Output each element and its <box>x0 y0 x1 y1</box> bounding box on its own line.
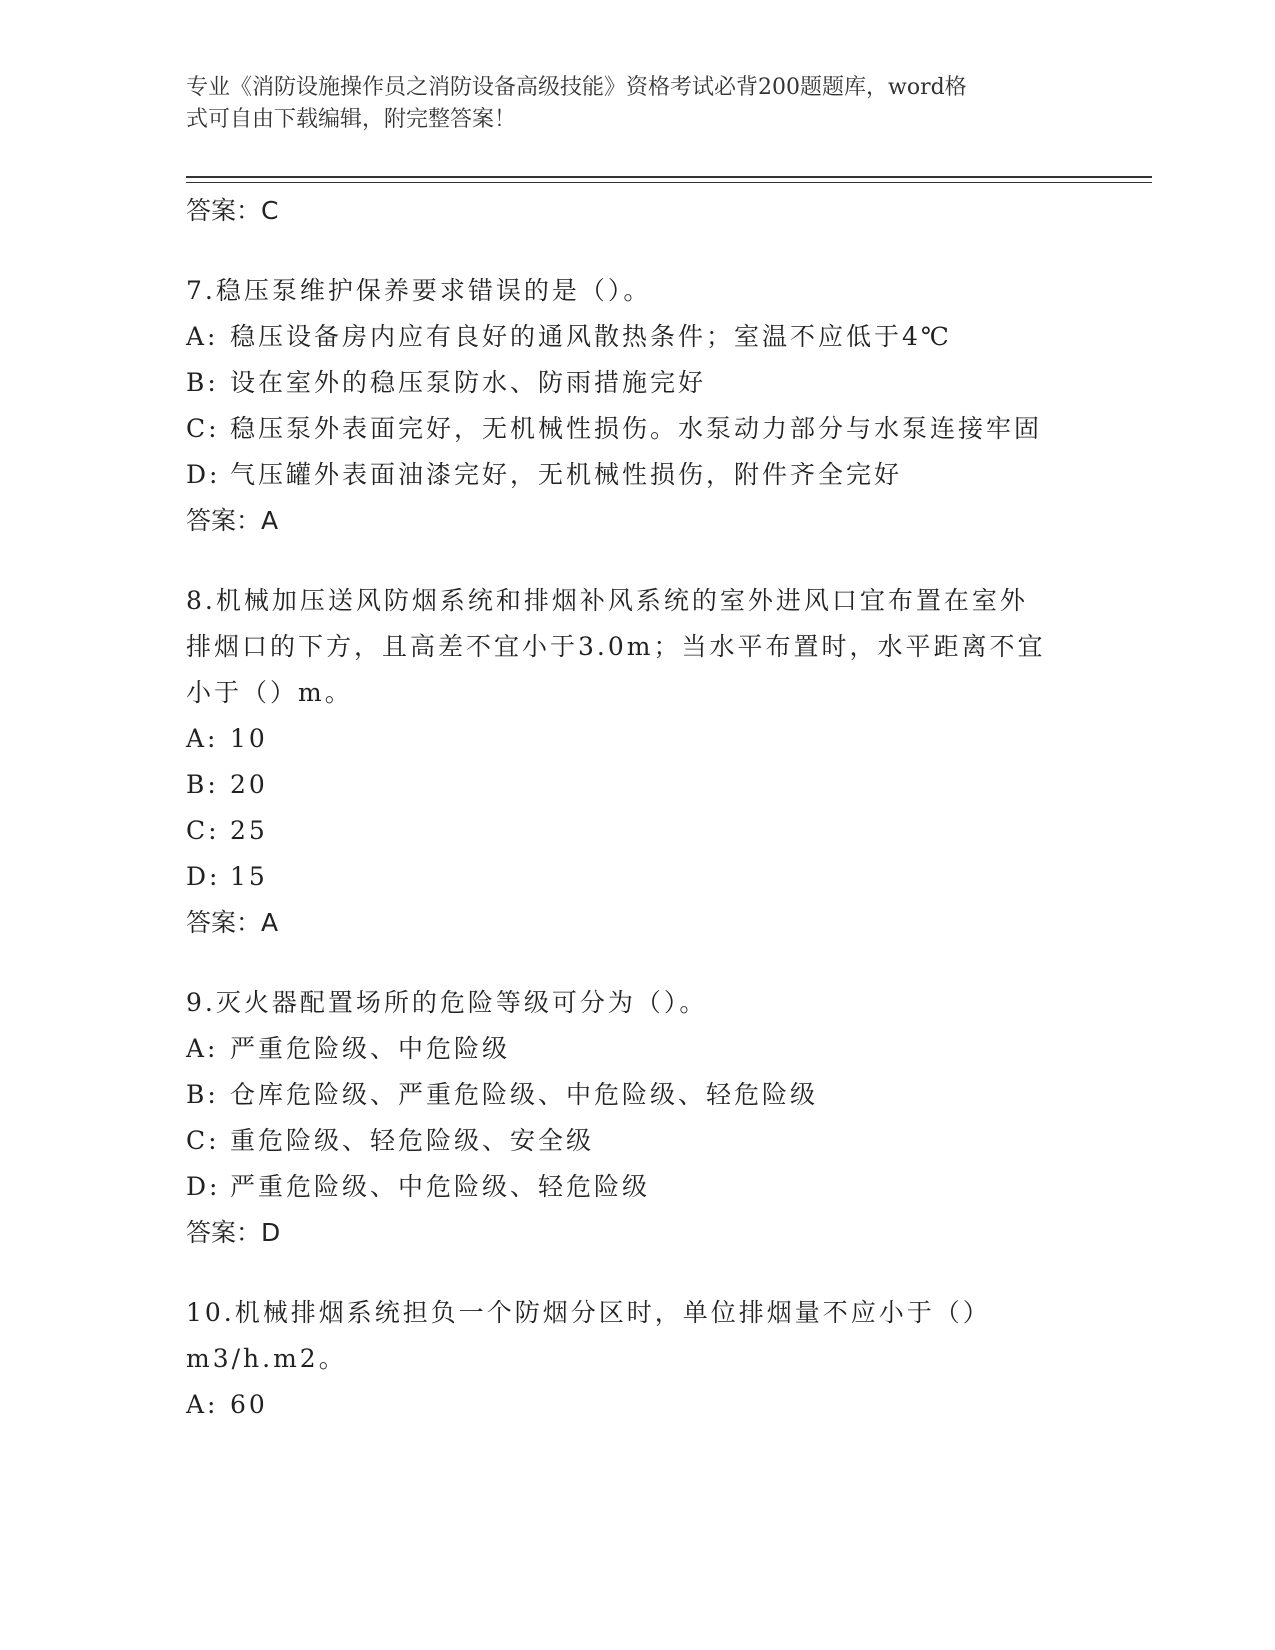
option-a: A: 10 <box>186 724 268 753</box>
header-line-2: 式可自由下载编辑，附完整答案！ <box>186 107 517 132</box>
question-7 <box>186 268 1066 544</box>
question-8 <box>186 578 1066 946</box>
option-a: A: 60 <box>186 1390 268 1419</box>
header-line-1: 专业《消防设施操作员之消防设备高级技能》资格考试必背200题题库，word格 <box>186 75 967 100</box>
question-stem: 7.稳压泵维护保养要求错误的是（）。 <box>186 276 652 305</box>
answer: 答案：D <box>186 1218 281 1247</box>
option-c: C: 重危险级、轻危险级、安全级 <box>186 1126 595 1155</box>
question-stem: 9.灭火器配置场所的危险等级可分为（）。 <box>186 988 708 1017</box>
question-9 <box>186 980 1066 1256</box>
answer: 答案：A <box>186 908 279 937</box>
option-b: B: 20 <box>186 770 268 799</box>
option-d: D: 气压罐外表面油漆完好，无机械性损伤，附件齐全完好 <box>186 460 903 489</box>
question-stem-line-1: 10.机械排烟系统担负一个防烟分区时，单位排烟量不应小于（） <box>186 1298 991 1327</box>
question-stem-line-1: 8.机械加压送风防烟系统和排烟补风系统的室外进风口宜布置在室外 <box>186 586 1028 615</box>
question-stem-line-2: m3/h.m2。 <box>186 1344 347 1373</box>
question-stem-line-2: 排烟口的下方，且高差不宜小于3.0m；当水平布置时，水平距离不宜 <box>186 632 1046 661</box>
header-divider-thick <box>186 176 1152 178</box>
option-d: D: 严重危险级、中危险级、轻危险级 <box>186 1172 651 1201</box>
option-b: B: 仓库危险级、严重危险级、中危险级、轻危险级 <box>186 1080 819 1109</box>
previous-answer: 答案：C <box>186 196 279 225</box>
option-c: C: 稳压泵外表面完好，无机械性损伤。水泵动力部分与水泵连接牢固 <box>186 414 1043 443</box>
option-a: A: 稳压设备房内应有良好的通风散热条件；室温不应低于4℃ <box>186 322 952 351</box>
question-10 <box>186 1290 1066 1428</box>
option-c: C: 25 <box>186 816 268 845</box>
answer: 答案：A <box>186 506 279 535</box>
header-divider-thin <box>186 182 1152 183</box>
question-stem-line-3: 小于（）m。 <box>186 678 353 707</box>
option-a: A: 严重危险级、中危险级 <box>186 1034 511 1063</box>
option-d: D: 15 <box>186 862 268 891</box>
option-b: B: 设在室外的稳压泵防水、防雨措施完好 <box>186 368 707 397</box>
question-list <box>186 188 1066 1428</box>
page-header <box>186 72 1066 136</box>
